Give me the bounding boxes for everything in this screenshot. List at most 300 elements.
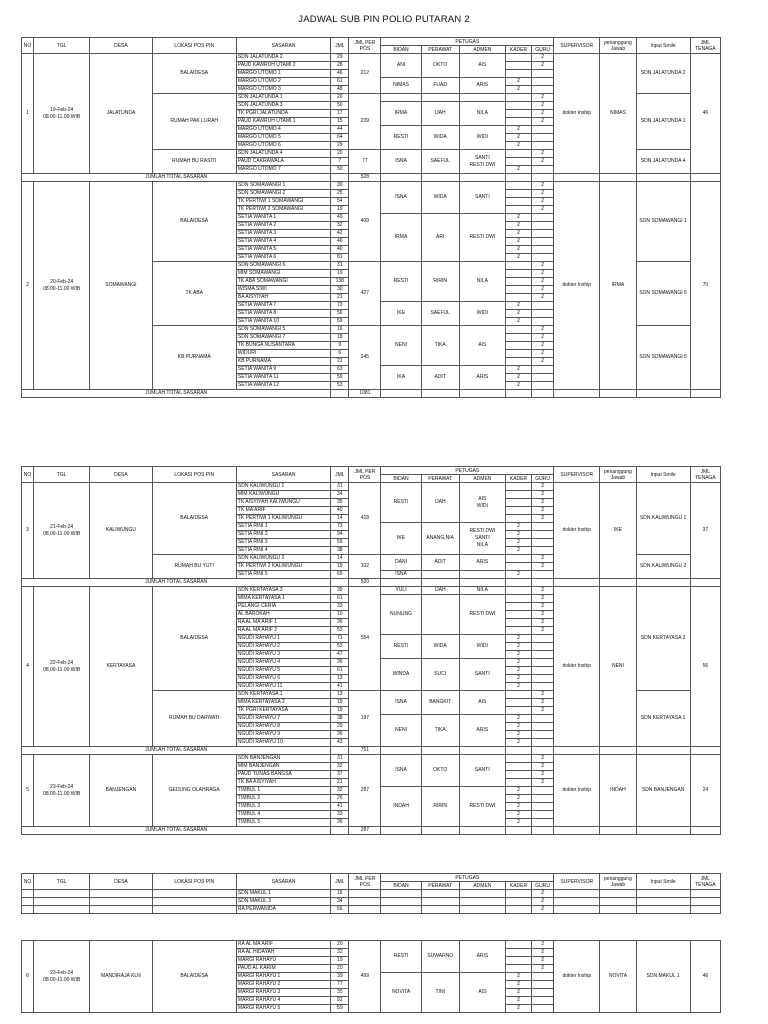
row-kader: 2 bbox=[505, 739, 531, 747]
row-sasaran: PAUD KAWRUH UTAMI 1 bbox=[236, 118, 330, 126]
header-petugas: PETUGAS bbox=[381, 874, 554, 882]
row-sasaran: SDN SOMAWANGI 1 bbox=[236, 182, 330, 190]
row-jml: 19 bbox=[331, 206, 349, 214]
row-sasaran: SETIA RINI 4 bbox=[236, 547, 330, 555]
row-jml: 50 bbox=[331, 102, 349, 110]
row-sasaran: SETIA RINI 2 bbox=[236, 531, 330, 539]
row-jml: 36 bbox=[331, 731, 349, 739]
row-kader bbox=[505, 62, 531, 70]
row-guru: 2 bbox=[532, 941, 554, 949]
total-value: 751 bbox=[349, 747, 381, 755]
header-penanggung-jawab: penanggung Jawab bbox=[600, 874, 636, 890]
row-date bbox=[34, 755, 90, 827]
header-no: NO bbox=[22, 874, 34, 890]
row-guru: 2 bbox=[532, 62, 554, 70]
total-blank bbox=[505, 579, 531, 587]
blank-cell bbox=[459, 890, 505, 898]
total-row bbox=[22, 827, 721, 835]
header-perawat: PERAWAT bbox=[421, 475, 459, 483]
row-guru: 2 bbox=[532, 779, 554, 787]
total-blank bbox=[421, 390, 459, 398]
row-admen bbox=[459, 126, 505, 150]
row-jml: 61 bbox=[331, 667, 349, 675]
header-supervisor: SUPERVISOR bbox=[554, 467, 600, 483]
admen-name: SANTI bbox=[474, 671, 490, 677]
row-kader bbox=[505, 611, 531, 619]
header-no: NO bbox=[22, 467, 34, 483]
row-guru: 2 bbox=[532, 890, 554, 898]
row-bidan: RESTI bbox=[381, 941, 421, 973]
row-kader: 2 bbox=[505, 86, 531, 94]
row-date bbox=[34, 182, 90, 390]
row-jml: 46 bbox=[331, 238, 349, 246]
row-bidan: NOVITA bbox=[381, 973, 421, 1013]
row-sasaran: TIMBUL 5 bbox=[236, 819, 330, 827]
row-kader: 2 bbox=[505, 78, 531, 86]
row-jml: 35 bbox=[331, 989, 349, 997]
blank-cell bbox=[90, 906, 152, 914]
header-input-smile: Input Smile bbox=[636, 874, 690, 890]
row-perawat: SUCI bbox=[421, 659, 459, 691]
row-sasaran: MARGO UTOMO 3 bbox=[236, 86, 330, 94]
row-jml: 54 bbox=[331, 198, 349, 206]
row-guru bbox=[532, 683, 554, 691]
row-sasaran: NGUDI RAHAYU 4 bbox=[236, 659, 330, 667]
header-jml-tenaga: JML TENAGA bbox=[690, 38, 720, 54]
row-guru: 2 bbox=[532, 286, 554, 294]
row-lokasi: GEDUNG OLAHRAGA bbox=[152, 755, 236, 827]
blank-cell bbox=[554, 898, 600, 906]
row-sasaran: PAUD CAKRAWALA bbox=[236, 158, 330, 166]
row-sasaran: SDN KERTAYASA 3 bbox=[236, 587, 330, 595]
row-jml-per-pos: 287 bbox=[349, 755, 381, 827]
row-guru: 2 bbox=[532, 499, 554, 507]
total-blank bbox=[690, 174, 720, 182]
row-sasaran: SETIA WANITA 5 bbox=[236, 246, 330, 254]
row-jml: 71 bbox=[331, 635, 349, 643]
row-guru bbox=[532, 374, 554, 382]
row-admen bbox=[459, 214, 505, 262]
total-blank bbox=[636, 390, 690, 398]
row-lokasi: RUMAH BU RASITI bbox=[152, 150, 236, 174]
row-supervisor: dokter Inship bbox=[554, 587, 600, 747]
row-bidan: RESTI bbox=[381, 483, 421, 523]
row-jml: 20 bbox=[331, 965, 349, 973]
row-jml: 56 bbox=[331, 310, 349, 318]
row-guru: 2 bbox=[532, 102, 554, 110]
header-bidan: BIDAN bbox=[381, 46, 421, 54]
row-kader bbox=[505, 198, 531, 206]
row-jml: 59 bbox=[331, 539, 349, 547]
row-sasaran: SDN JALATUNDA 4 bbox=[236, 150, 330, 158]
row-input-smile: SDN MAKUL 1 bbox=[636, 941, 690, 1013]
row-kader: 2 bbox=[505, 723, 531, 731]
admen-name: RESTI DWI bbox=[469, 803, 496, 809]
time-value: 08.00-11.00 WIB bbox=[43, 790, 81, 797]
row-guru: 2 bbox=[532, 483, 554, 491]
row-lokasi: RUMAH PAK LURAH bbox=[152, 94, 236, 150]
row-jml: 29 bbox=[331, 142, 349, 150]
row-guru bbox=[532, 166, 554, 174]
total-blank bbox=[554, 747, 600, 755]
row-bidan: ISNA bbox=[381, 150, 421, 174]
row-kader bbox=[505, 627, 531, 635]
row-guru bbox=[532, 635, 554, 643]
row-kader: 2 bbox=[505, 246, 531, 254]
total-label: JUMLAH TOTAL SASARAN bbox=[22, 747, 331, 755]
date-value: 22-Feb-24 bbox=[50, 659, 74, 666]
blank-cell bbox=[459, 906, 505, 914]
row-perawat: IJAH bbox=[421, 102, 459, 126]
row-sasaran: PELANGI CERIA bbox=[236, 603, 330, 611]
row-jml-tenaga: 24 bbox=[690, 755, 720, 827]
blank-cell bbox=[381, 898, 421, 906]
total-row bbox=[22, 747, 721, 755]
row-perawat: IJAH bbox=[421, 587, 459, 595]
admen-name: NILA bbox=[476, 587, 488, 593]
header-lokasi: LOKASI POS PIN bbox=[152, 38, 236, 54]
row-kader bbox=[505, 326, 531, 334]
row-guru: 2 bbox=[532, 555, 554, 563]
blank-cell bbox=[505, 906, 531, 914]
row-jml: 41 bbox=[331, 683, 349, 691]
total-label: JUMLAH TOTAL SASARAN bbox=[22, 579, 331, 587]
row-sasaran: KB PURNAMA bbox=[236, 358, 330, 366]
row-kader: 2 bbox=[506, 997, 532, 1005]
row-guru bbox=[532, 819, 554, 827]
row-no: 3 bbox=[22, 483, 34, 579]
row-perawat: WIDA bbox=[421, 635, 459, 659]
blank-cell bbox=[421, 906, 459, 914]
blank-cell bbox=[600, 898, 636, 906]
blank-cell bbox=[349, 898, 381, 906]
row-jml: 41 bbox=[331, 803, 349, 811]
row-jml: 32 bbox=[331, 763, 349, 771]
header-sasaran: SASARAN bbox=[236, 467, 330, 483]
row-sasaran: SDN KALIWUNGU 1 bbox=[236, 483, 330, 491]
row-bidan: NENI bbox=[381, 715, 421, 747]
row-guru bbox=[532, 667, 554, 675]
row-lokasi: BALAIDESA bbox=[152, 483, 236, 555]
header-kader: KADER bbox=[505, 475, 531, 483]
blank-cell bbox=[421, 890, 459, 898]
table-row bbox=[22, 890, 721, 898]
row-admen bbox=[459, 571, 505, 579]
row-no: 4 bbox=[22, 587, 34, 747]
total-blank bbox=[381, 174, 421, 182]
row-jml: 69 bbox=[331, 571, 349, 579]
row-guru: 2 bbox=[532, 771, 554, 779]
row-sasaran: SETIA WANITA 12 bbox=[236, 382, 330, 390]
row-sasaran: SETIA WANITA 8 bbox=[236, 310, 330, 318]
row-jml: 33 bbox=[331, 811, 349, 819]
header-row bbox=[22, 467, 721, 475]
row-sasaran: MARGI RAHAYU 1 bbox=[236, 973, 330, 981]
row-input-smile: SDN KALIWUNGU 1 bbox=[636, 483, 690, 555]
header-jml: JML bbox=[331, 38, 349, 54]
row-supervisor: dokter Inship bbox=[554, 755, 600, 827]
row-jml: 46 bbox=[331, 70, 349, 78]
blank-cell bbox=[22, 890, 34, 898]
row-sasaran: NGUDI RAHAYU 6 bbox=[236, 675, 330, 683]
row-input-smile: SDN JALATUNDA 1 bbox=[636, 94, 690, 150]
row-guru bbox=[532, 803, 554, 811]
row-jml: 21 bbox=[331, 779, 349, 787]
row-admen bbox=[459, 523, 505, 555]
admen-name: RESTI DWI bbox=[469, 161, 496, 168]
table-row bbox=[22, 587, 721, 595]
row-jml-tenaga: 46 bbox=[690, 941, 720, 1013]
date-value: 20-Feb-24 bbox=[50, 278, 74, 285]
row-kader: 2 bbox=[505, 523, 531, 531]
header-petugas: PETUGAS bbox=[381, 467, 554, 475]
row-kader bbox=[505, 350, 531, 358]
row-penanggung-jawab: NENI bbox=[600, 587, 636, 747]
row-perawat: WIDA bbox=[421, 182, 459, 214]
table-row bbox=[22, 898, 721, 906]
total-row bbox=[22, 174, 721, 182]
row-sasaran: TK PERTIWI 1 KALIWUNGU bbox=[236, 515, 330, 523]
row-guru bbox=[532, 366, 554, 374]
row-lokasi: BALAIDESA bbox=[152, 54, 236, 94]
row-jml: 37 bbox=[331, 771, 349, 779]
row-jml: 19 bbox=[331, 957, 349, 965]
row-input-smile: SDN BANJENGAN bbox=[636, 755, 690, 827]
admen-name: NILA bbox=[476, 110, 488, 116]
row-bidan: DANI bbox=[381, 555, 421, 571]
blank-cell bbox=[34, 890, 90, 898]
row-kader bbox=[505, 286, 531, 294]
row-guru: 2 bbox=[532, 763, 554, 771]
admen-name: SANTI bbox=[474, 154, 490, 161]
time-value: 08.00-11.00 WIB bbox=[43, 666, 81, 673]
row-jml: 40 bbox=[331, 214, 349, 222]
row-penanggung-jawab: INDAH bbox=[600, 755, 636, 827]
row-jml: 30 bbox=[331, 286, 349, 294]
time-value: 08.00-11.00 WIB bbox=[43, 530, 81, 537]
blank-cell bbox=[381, 906, 421, 914]
row-kader bbox=[505, 755, 531, 763]
total-blank bbox=[532, 827, 554, 835]
row-desa: SOMAWANGI bbox=[90, 182, 152, 390]
row-guru: 2 bbox=[532, 906, 554, 914]
row-sasaran: TIMBUL 3 bbox=[236, 803, 330, 811]
row-lokasi: BALAIDESA bbox=[152, 587, 236, 691]
row-input-smile: SDN JALATUNDA 4 bbox=[636, 150, 690, 174]
blank-cell bbox=[22, 906, 34, 914]
row-supervisor: dokter Inship bbox=[554, 941, 600, 1013]
row-guru: 2 bbox=[532, 270, 554, 278]
row-sasaran: MARGO UTOMO 4 bbox=[236, 126, 330, 134]
row-admen bbox=[459, 787, 505, 827]
row-penanggung-jawab: NIMAS bbox=[600, 54, 636, 174]
blank-cell bbox=[554, 906, 600, 914]
row-perawat: SUWARNO bbox=[421, 941, 459, 973]
row-perawat bbox=[421, 595, 459, 635]
row-jml: 43 bbox=[331, 739, 349, 747]
time-value: 08.00-11.00 WIB bbox=[43, 113, 81, 120]
header-desa: DESA bbox=[90, 38, 152, 54]
row-sasaran: SDN SOMAWANGI 7 bbox=[236, 334, 330, 342]
row-jml-tenaga: 56 bbox=[690, 587, 720, 747]
total-blank bbox=[331, 579, 349, 587]
row-guru: 2 bbox=[532, 707, 554, 715]
row-lokasi: KB PURNAMA bbox=[152, 326, 236, 390]
row-kader: 2 bbox=[505, 795, 531, 803]
header-admen: ADMEN bbox=[459, 475, 505, 483]
row-guru bbox=[532, 787, 554, 795]
row-jml-per-pos: 409 bbox=[349, 182, 381, 262]
row-jml-per-pos: 212 bbox=[349, 54, 381, 94]
row-kader: 2 bbox=[505, 683, 531, 691]
row-guru bbox=[532, 222, 554, 230]
total-blank bbox=[636, 747, 690, 755]
row-jml: 138 bbox=[331, 278, 349, 286]
admen-name: WIDI bbox=[476, 310, 488, 316]
row-sasaran: TK ABA SOMAWANGI bbox=[236, 278, 330, 286]
row-date bbox=[34, 54, 90, 174]
header-admen: ADMEN bbox=[459, 46, 505, 54]
row-guru: 2 bbox=[532, 965, 554, 973]
header-supervisor: SUPERVISOR bbox=[554, 38, 600, 54]
row-sasaran: SDN MAKUL 1 bbox=[236, 890, 330, 898]
row-admen bbox=[459, 659, 505, 691]
row-perawat: RIRIN bbox=[421, 262, 459, 302]
total-blank bbox=[381, 390, 421, 398]
row-sasaran: SDN JALATUNDA 1 bbox=[236, 94, 330, 102]
row-admen bbox=[459, 555, 505, 571]
blank-cell bbox=[459, 898, 505, 906]
admen-name: RESTI DWI bbox=[469, 234, 496, 240]
row-bidan: ISNA bbox=[381, 691, 421, 715]
row-guru bbox=[532, 86, 554, 94]
row-jml: 10 bbox=[331, 611, 349, 619]
row-guru: 2 bbox=[532, 262, 554, 270]
admen-name: NILA bbox=[476, 278, 488, 284]
row-sasaran: TIMBUL 2 bbox=[236, 795, 330, 803]
row-jml: 32 bbox=[331, 222, 349, 230]
blank-cell bbox=[636, 890, 690, 898]
header-kader: KADER bbox=[505, 882, 531, 890]
row-jml-tenaga: 46 bbox=[690, 54, 720, 174]
row-guru: 2 bbox=[532, 491, 554, 499]
row-kader: 2 bbox=[505, 134, 531, 142]
table-row bbox=[22, 941, 721, 949]
row-kader bbox=[505, 54, 531, 62]
row-jml: 59 bbox=[331, 318, 349, 326]
total-blank bbox=[554, 174, 600, 182]
row-guru: 2 bbox=[532, 206, 554, 214]
row-bidan: IRMA bbox=[381, 102, 421, 126]
header-perawat: PERAWAT bbox=[421, 882, 459, 890]
row-sasaran: NGUDI RAHAYU 9 bbox=[236, 731, 330, 739]
row-sasaran: SETIA WANITA 7 bbox=[236, 302, 330, 310]
row-jml: 21 bbox=[331, 294, 349, 302]
row-kader: 2 bbox=[505, 675, 531, 683]
total-blank bbox=[600, 747, 636, 755]
row-bidan: IKA bbox=[381, 366, 421, 390]
row-admen bbox=[459, 102, 505, 126]
row-admen bbox=[459, 587, 505, 595]
row-penanggung-jawab: NOVITA bbox=[600, 941, 636, 1013]
row-guru: 2 bbox=[532, 627, 554, 635]
total-blank bbox=[421, 579, 459, 587]
row-kader: 2 bbox=[505, 547, 531, 555]
table-row bbox=[22, 182, 721, 190]
row-jml: 34 bbox=[331, 491, 349, 499]
row-desa: KALIWUNGU bbox=[90, 483, 152, 579]
total-blank bbox=[690, 827, 720, 835]
admen-name: ARIS bbox=[476, 559, 489, 565]
row-guru bbox=[532, 246, 554, 254]
row-jml: 64 bbox=[331, 134, 349, 142]
row-perawat: ARI bbox=[421, 214, 459, 262]
admen-name: NILA bbox=[476, 542, 488, 548]
row-jml: 56 bbox=[331, 906, 349, 914]
total-label: JUMLAH TOTAL SASARAN bbox=[22, 174, 331, 182]
row-kader: 2 bbox=[505, 731, 531, 739]
row-kader bbox=[505, 294, 531, 302]
row-kader bbox=[505, 358, 531, 366]
row-kader: 2 bbox=[505, 382, 531, 390]
row-guru: 2 bbox=[532, 198, 554, 206]
row-input-smile: SDN SOMAWANGI 6 bbox=[636, 262, 690, 326]
row-bidan: IRMA bbox=[381, 214, 421, 262]
header-tgl: TGL bbox=[34, 874, 90, 890]
row-sasaran: AL BAROKAH bbox=[236, 611, 330, 619]
total-blank bbox=[600, 174, 636, 182]
row-guru: 2 bbox=[532, 619, 554, 627]
row-jml: 7 bbox=[331, 158, 349, 166]
row-sasaran: RA AL MA'ARIF 1 bbox=[236, 619, 330, 627]
header-sasaran: SASARAN bbox=[236, 38, 330, 54]
row-kader: 2 bbox=[505, 142, 531, 150]
row-sasaran: MARGO UTOMO 2 bbox=[236, 78, 330, 86]
blank-cell bbox=[600, 890, 636, 898]
row-kader: 2 bbox=[505, 651, 531, 659]
row-sasaran: RA PERWANIDA bbox=[236, 906, 330, 914]
header-bidan: BIDAN bbox=[381, 882, 421, 890]
row-sasaran: MARGI RAHAYU 2 bbox=[236, 981, 330, 989]
total-label: JUMLAH TOTAL SASARAN bbox=[22, 827, 331, 835]
total-blank bbox=[331, 827, 349, 835]
row-input-smile: SDN KERTAYASA 1 bbox=[636, 691, 690, 747]
row-lokasi: BALAIDESA bbox=[152, 941, 236, 1013]
table-row bbox=[22, 54, 721, 62]
row-jml: 59 bbox=[331, 374, 349, 382]
row-guru: 2 bbox=[532, 587, 554, 595]
row-sasaran: TK PGRI KERTAYASA bbox=[236, 707, 330, 715]
row-sasaran: SDN BANJENGAN bbox=[236, 755, 330, 763]
row-admen bbox=[459, 691, 505, 715]
header-no: NO bbox=[22, 38, 34, 54]
total-blank bbox=[381, 579, 421, 587]
row-bidan: RESTI bbox=[381, 262, 421, 302]
row-jml-per-pos: 499 bbox=[349, 941, 381, 1013]
row-guru bbox=[532, 973, 554, 981]
row-guru: 2 bbox=[532, 94, 554, 102]
row-sasaran: MARGO UTOMO 1 bbox=[236, 70, 330, 78]
row-sasaran: SETIA WANITA 2 bbox=[236, 222, 330, 230]
header-lokasi: LOKASI POS PIN bbox=[152, 874, 236, 890]
row-guru bbox=[532, 989, 554, 997]
row-sasaran: MIMA KERTAYASA 1 bbox=[236, 595, 330, 603]
row-perawat bbox=[421, 571, 459, 579]
row-sasaran: TK PERTIWI 2 KALIWUNGU bbox=[236, 563, 330, 571]
row-sasaran: SETIA WANITA 10 bbox=[236, 318, 330, 326]
total-blank bbox=[459, 579, 505, 587]
row-perawat: OKTO bbox=[421, 54, 459, 78]
